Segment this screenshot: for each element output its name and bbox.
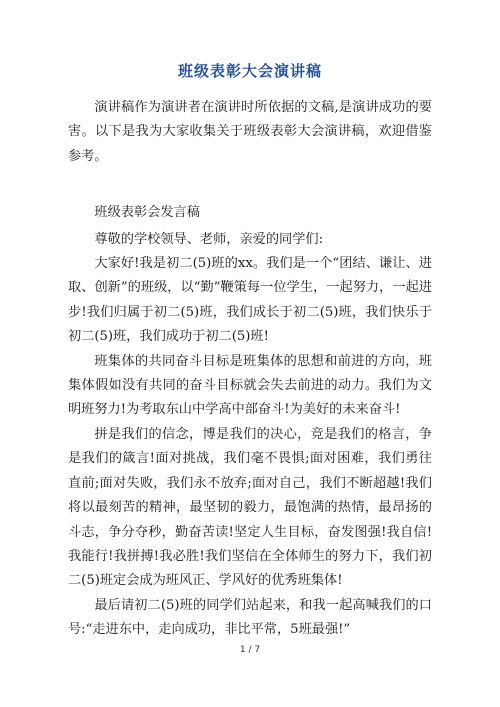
body-paragraph: 最后请初二(5)班的同学们站起来，和我一起高喊我们的口号:“走进东中，走向成功，非比平常，5班最强!”: [68, 597, 432, 638]
intro-paragraph: 演讲稿作为演讲者在演讲时所依据的文稿,是演讲成功的要害。以下是我为大家收集关于班级表彰大会演讲稿，欢迎借鉴参考。: [68, 100, 432, 164]
body-paragraph: 班集体的共同奋斗目标是班集体的思想和前进的方向，班集体假如没有共同的奋斗目标就会失去前进的动力。我们为文明班努力!为考取东山中学高中部奋斗!为美好的未来奋斗!: [68, 353, 432, 418]
document-title: 班级表彰大会演讲稿: [177, 62, 322, 80]
body-paragraph: 拼是我们的信念，博是我们的决心，竞是我们的格言，争是我们的箴言!面对挑战，我们毫不畏惧;面对困难，我们勇往直前;面对失败，我们永不放弃;面对自己，我们不断超越!我们将以最刻苦的精神，最坚韧的毅力，最饱满的热情，最昂扬的斗志，争分夺秒，勤奋苦读!坚定人生目标，奋发图强!我自信!我能行!我拼搏!我必胜!我们坚信在全体师生的努力下，我们初二(5)班定会成为班风正、学风好的优秀班集体!: [68, 426, 432, 589]
salutation: 尊敬的学校领导、老师，亲爱的同学们:: [94, 231, 324, 247]
page-number: 1 / 7: [239, 645, 261, 655]
section-subtitle: 班级表彰会发言稿: [94, 205, 200, 221]
document-body: [68, 96, 432, 643]
body-paragraph: 大家好!我是初二(5)班的xx。我们是一个“团结、谦让、进取、创新”的班级，以“勤”鞭策每一位学生，一起努力，一起进步!我们归属于初二(5)班，我们成长于初二(5)班，我们快乐于初二(5)班，我们成功于初二(5)班!: [68, 256, 432, 345]
